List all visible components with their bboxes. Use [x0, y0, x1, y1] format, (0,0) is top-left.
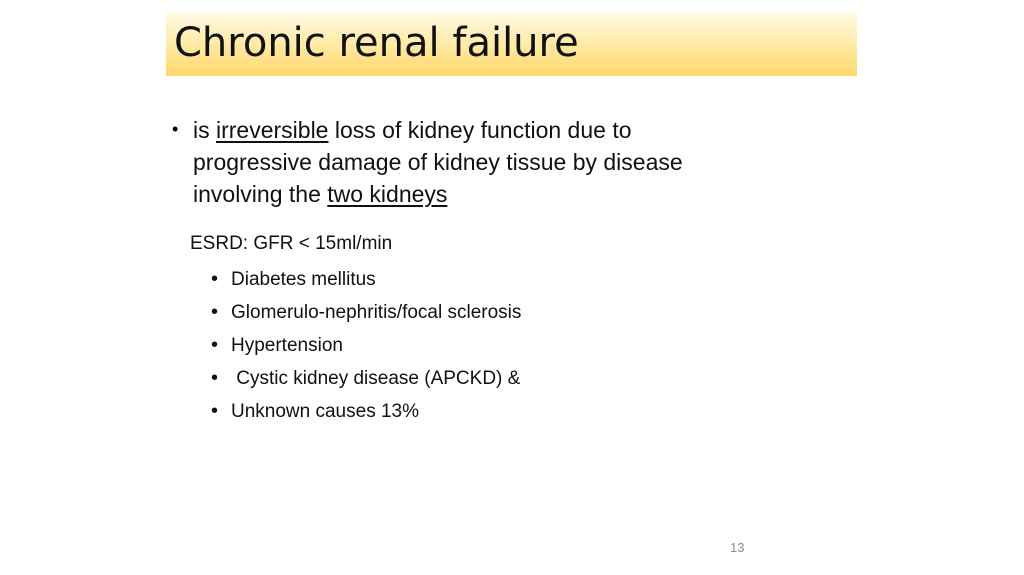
definition-emphasis-irreversible: irreversible: [216, 117, 329, 143]
list-item: [211, 398, 521, 431]
definition-emphasis-two-kidneys: two kidneys: [327, 181, 448, 207]
causes-list: [211, 266, 521, 431]
bullet-dot-icon: •: [211, 301, 219, 323]
list-item: [211, 299, 521, 332]
definition-text: [193, 114, 772, 210]
slide-title: Chronic renal failure: [174, 20, 579, 66]
definition-part: is: [193, 117, 216, 143]
cause-text: Diabetes mellitus: [231, 269, 376, 290]
list-item: [211, 365, 521, 398]
definition-part: progressive damage of kidney tissue by disease: [193, 149, 683, 175]
bullet-dot-icon: •: [211, 334, 219, 356]
bullet-dot-icon: •: [211, 367, 219, 389]
title-bar: [166, 12, 857, 76]
definition-bullet: [172, 114, 772, 210]
definition-part: loss of kidney function due to: [328, 117, 632, 143]
list-item: [211, 266, 521, 299]
cause-text: Hypertension: [231, 335, 343, 356]
bullet-dot-icon: •: [211, 400, 219, 422]
cause-text: Glomerulo-nephritis/focal sclerosis: [231, 302, 522, 323]
bullet-dot-icon: •: [211, 268, 219, 290]
cause-text: Unknown causes 13%: [231, 401, 419, 422]
list-item: [211, 332, 521, 365]
definition-part: involving the: [193, 181, 328, 207]
page-number: 13: [730, 540, 745, 555]
esrd-definition: ESRD: GFR < 15ml/min: [190, 233, 393, 254]
bullet-dot-icon: •: [172, 119, 179, 139]
cause-text: Cystic kidney disease (APCKD) &: [231, 368, 521, 389]
